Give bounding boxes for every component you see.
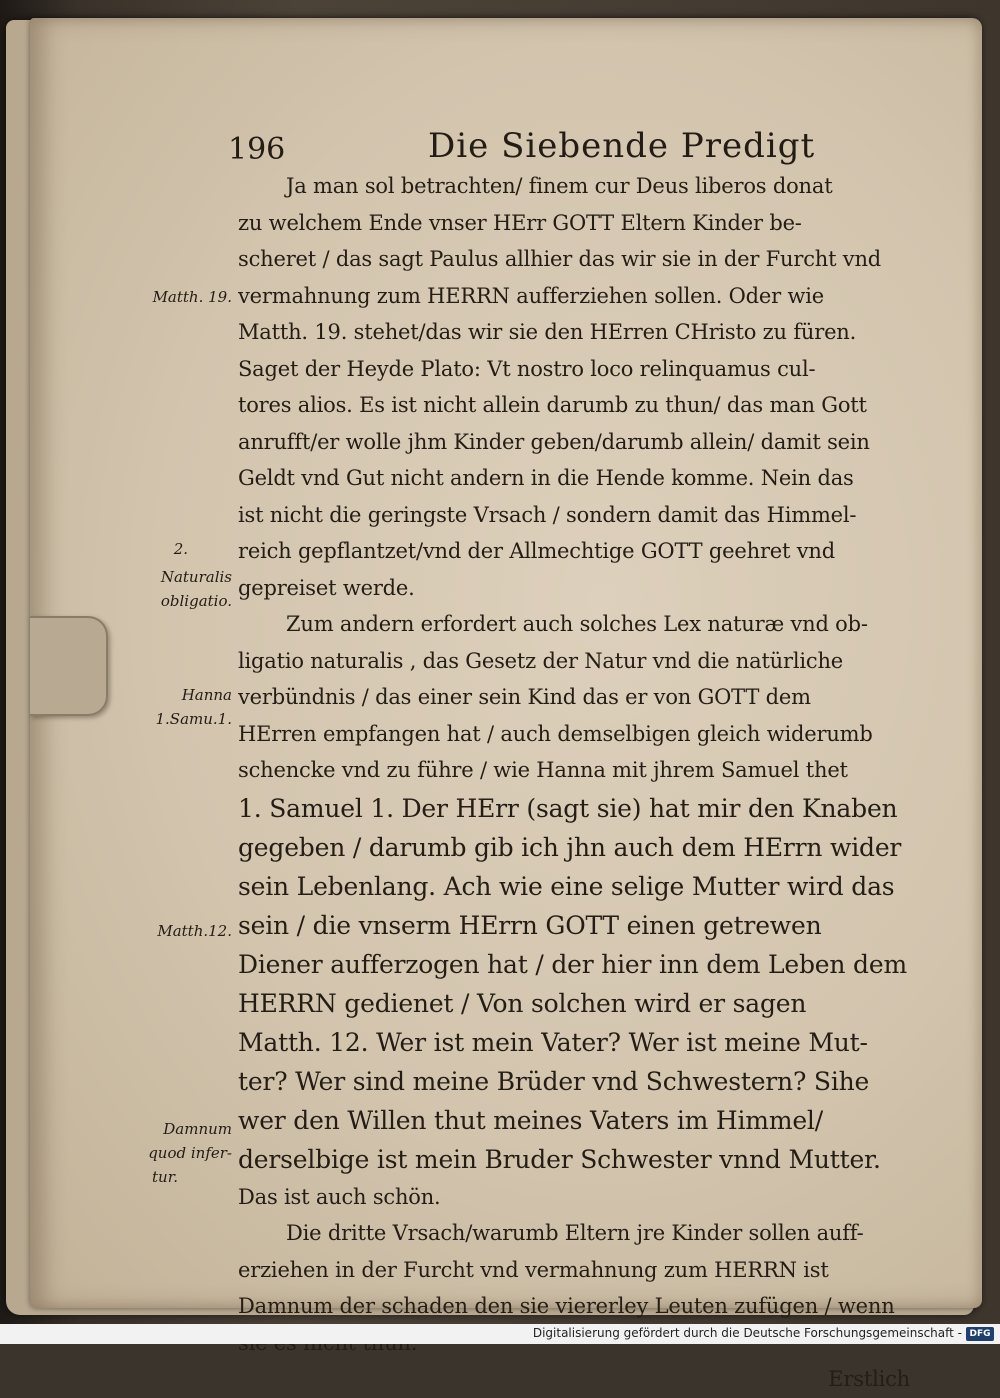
page-tab bbox=[30, 616, 108, 716]
text-line: vermahnung zum HERRN aufferziehen sollen. Oder wie bbox=[238, 283, 824, 308]
margin-note: Matth. 19. bbox=[152, 288, 232, 306]
text-line: reich gepflantzet/vnd der Allmechtige GOTT geehret vnd bbox=[238, 539, 835, 563]
text-line: schencke vnd zu führe / wie Hanna mit jhrem Samuel thet bbox=[238, 758, 848, 782]
text-line: Geldt vnd Gut nicht andern in die Hende komme. Nein das bbox=[238, 466, 854, 490]
text-line: gegeben / darumb gib ich jhn auch dem HErrn wider bbox=[238, 832, 902, 862]
text-line: wer den Willen thut meines Vaters im Himmel/ bbox=[238, 1105, 823, 1135]
text-line: anrufft/er wolle jhm Kinder geben/darumb allein/ damit sein bbox=[238, 429, 870, 454]
page-header bbox=[228, 120, 928, 170]
margin-note: obligatio. bbox=[160, 592, 232, 610]
margin-note: Damnum bbox=[163, 1120, 232, 1138]
text-line: zu welchem Ende vnser HErr GOTT Eltern Kinder be- bbox=[238, 210, 802, 235]
margin-note: 1.Samu.1. bbox=[155, 710, 232, 728]
running-title: Die Siebende Predigt bbox=[428, 126, 816, 166]
margin-note: Matth.12. bbox=[157, 922, 232, 940]
text-line: 1. Samuel 1. Der HErr (sagt sie) hat mir den Knaben bbox=[238, 793, 898, 823]
margin-note: quod infer- bbox=[148, 1144, 232, 1162]
dfg-logo: DFG bbox=[966, 1327, 994, 1341]
text-line: erziehen in der Furcht vnd vermahnung zum HERRN ist bbox=[238, 1257, 829, 1282]
margin-note: Hanna bbox=[181, 686, 232, 704]
text-line: Matth. 19. stehet/das wir sie den HErren CHristo zu füren. bbox=[238, 320, 857, 344]
text-line: sein / die vnserm HErrn GOTT einen getrewen bbox=[238, 910, 822, 940]
text-line: gepreiset werde. bbox=[238, 575, 415, 600]
funding-credit: Digitalisierung gefördert durch die Deutsche Forschungsgemeinschaft - bbox=[532, 1326, 962, 1340]
catchword: Erstlich bbox=[828, 1367, 910, 1391]
text-line: ist nicht die geringste Vrsach / sondern damit das Himmel- bbox=[238, 502, 857, 527]
text-line: HErren empfangen hat / auch demselbigen gleich widerumb bbox=[238, 721, 873, 746]
page-number: 196 bbox=[228, 132, 286, 167]
text-line: sein Lebenlang. Ach wie eine selige Mutter wird das bbox=[238, 871, 895, 901]
text-line: Damnum der schaden den sie viererley Leuten zufügen / wenn bbox=[238, 1294, 895, 1318]
text-line: ligatio naturalis , das Gesetz der Natur vnd die natürliche bbox=[238, 648, 843, 673]
margin-note: 2. bbox=[173, 540, 188, 558]
text-line: Das ist auch schön. bbox=[238, 1184, 441, 1209]
text-line: Matth. 12. Wer ist mein Vater? Wer ist meine Mut- bbox=[238, 1027, 868, 1057]
text-line: HERRN gedienet / Von solchen wird er sagen bbox=[238, 988, 807, 1018]
text-line: ter? Wer sind meine Brüder vnd Schwestern? Sihe bbox=[238, 1066, 870, 1096]
text-line: Diener aufferzogen hat / der hier inn dem Leben dem bbox=[238, 949, 907, 979]
text-line: tores alios. Es ist nicht allein darumb zu thun/ das man Gott bbox=[238, 393, 867, 417]
margin-note: tur. bbox=[152, 1168, 178, 1186]
text-line: Ja man sol betrachten/ finem cur Deus liberos donat bbox=[286, 174, 833, 198]
margin-notes bbox=[120, 0, 238, 1344]
text-line: scheret / das sagt Paulus allhier das wir sie in der Furcht vnd bbox=[238, 247, 882, 271]
text-line: Zum andern erfordert auch solches Lex naturæ vnd ob- bbox=[286, 612, 868, 636]
text-line: verbündnis / das einer sein Kind das er von GOTT dem bbox=[238, 685, 811, 709]
text-line: Die dritte Vrsach/warumb Eltern jre Kinder sollen auff- bbox=[286, 1221, 864, 1245]
footer-bar bbox=[0, 1324, 1000, 1344]
text-line: derselbige ist mein Bruder Schwester vnnd Mutter. bbox=[238, 1144, 881, 1174]
text-line: Saget der Heyde Plato: Vt nostro loco relinquamus cul- bbox=[238, 356, 816, 381]
body-text bbox=[238, 168, 910, 1398]
margin-note: Naturalis bbox=[160, 568, 232, 586]
